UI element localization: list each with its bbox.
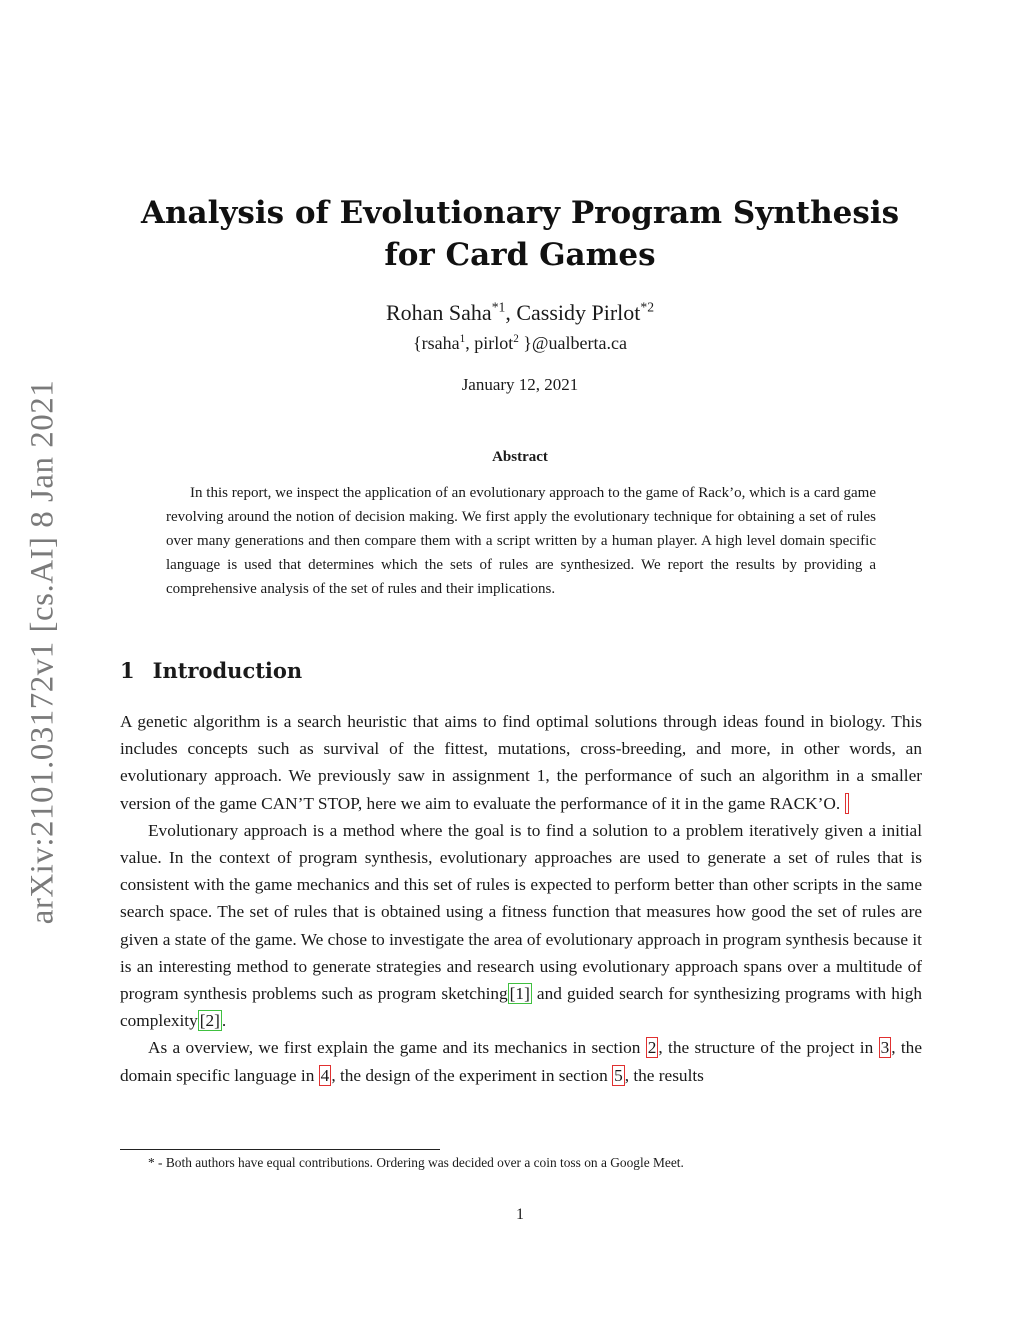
- author-list: [100, 300, 940, 326]
- footnote-divider: [120, 1149, 440, 1150]
- paper-title: [100, 192, 940, 276]
- paper-title-line-2: for Card Games: [384, 237, 656, 273]
- arxiv-identifier-stamp: arXiv:2101.03172v1 [cs.AI] 8 Jan 2021: [24, 379, 61, 925]
- paragraph-1-text: A genetic algorithm is a search heuristic that aims to find optimal solutions through ideas found in biology. This includes concepts such as survival of the fittest, mutations, cross-breeding, and more, in other words, an evolutionary approach. We previously saw in assignment 1, the performance of such an algorithm in a smaller version of the game CAN’T STOP, here we aim to evaluate the performance of it in the game RACK’O.: [120, 712, 922, 813]
- author-name-1: Rohan Saha: [385, 300, 492, 325]
- paragraph-2-text: .: [221, 1011, 227, 1031]
- author-2-superscript: *2: [640, 299, 655, 315]
- paragraph-3-text: , the results: [624, 1065, 704, 1085]
- email-part: , pirlot: [465, 333, 514, 353]
- author-name-2: Cassidy Pirlot: [516, 300, 641, 325]
- empty-citation-link[interactable]: [845, 793, 849, 814]
- citation-link-1[interactable]: [1]: [509, 984, 530, 1004]
- abstract-heading: Abstract: [492, 449, 548, 465]
- publication-date: January 12, 2021: [461, 375, 579, 394]
- author-separator: ,: [505, 300, 517, 325]
- paragraph-2-text: Evolutionary approach is a method where the goal is to find a solution to a problem iteratively given a initial value. In the context of program synthesis, evolutionary approaches are used to generate a set of rules that is consistent with the game mechanics and this set of rules is expected to perform better than other scripts in the same search space. The set of rules that is obtained using a fitness function that measures how good the set of rules are given a state of the game. We chose to investigate the area of evolutionary approach in program synthesis because it is an interesting method to generate strategies and research using evolutionary approach spans over a multitude of program synthesis problems such as program sketching: [120, 820, 922, 1004]
- section-link-2[interactable]: 2: [647, 1038, 657, 1058]
- section-title: Introduction: [152, 658, 303, 683]
- email-superscript-2: 2: [513, 333, 519, 345]
- abstract-body: In this report, we inspect the application of an evolutionary approach to the game of Rack’o, which is a card game revolving around the notion of decision making. We first apply the evolutionary technique for obtaining a set of rules over many generations and then compare them with a script written by a human player. A high level domain specific language is used that determines which the sets of rules are synthesized. We report the results by providing a comprehensive analysis of the set of rules and their implications.: [166, 485, 876, 597]
- section-link-4[interactable]: 4: [320, 1065, 330, 1085]
- paragraph-2: [120, 817, 922, 1035]
- author-emails: [100, 333, 940, 354]
- section-heading-introduction: [120, 658, 302, 683]
- citation-link-2[interactable]: [2]: [199, 1011, 220, 1031]
- author-1-superscript: *1: [491, 299, 506, 315]
- footnote: * - Both authors have equal contributions. Ordering was decided over a coin toss on a Google Meet.: [148, 1155, 684, 1170]
- paragraph-3-text: As a overview, we first explain the game and its mechanics in section: [148, 1038, 646, 1058]
- page-number: 1: [516, 1206, 524, 1223]
- paragraph-3-text: , the domain specific language in: [120, 1038, 922, 1085]
- paragraph-3-text: , the structure of the project in: [658, 1038, 879, 1058]
- paper-title-line-1: Analysis of Evolutionary Program Synthesis: [140, 195, 900, 231]
- paragraph-3-text: , the design of the experiment in section: [331, 1065, 613, 1085]
- paragraph-2-text: and guided search for synthesizing programs with high complexity: [120, 984, 922, 1031]
- email-part: {rsaha: [413, 333, 460, 353]
- paragraph-3: [120, 1034, 922, 1088]
- section-number: 1: [120, 658, 135, 683]
- paragraph-1: [120, 708, 922, 817]
- introduction-body: [120, 708, 922, 1089]
- section-link-3[interactable]: 3: [880, 1038, 890, 1058]
- email-part: }@ualberta.ca: [518, 333, 627, 353]
- email-superscript-1: 1: [459, 333, 466, 345]
- section-link-5[interactable]: 5: [614, 1065, 623, 1085]
